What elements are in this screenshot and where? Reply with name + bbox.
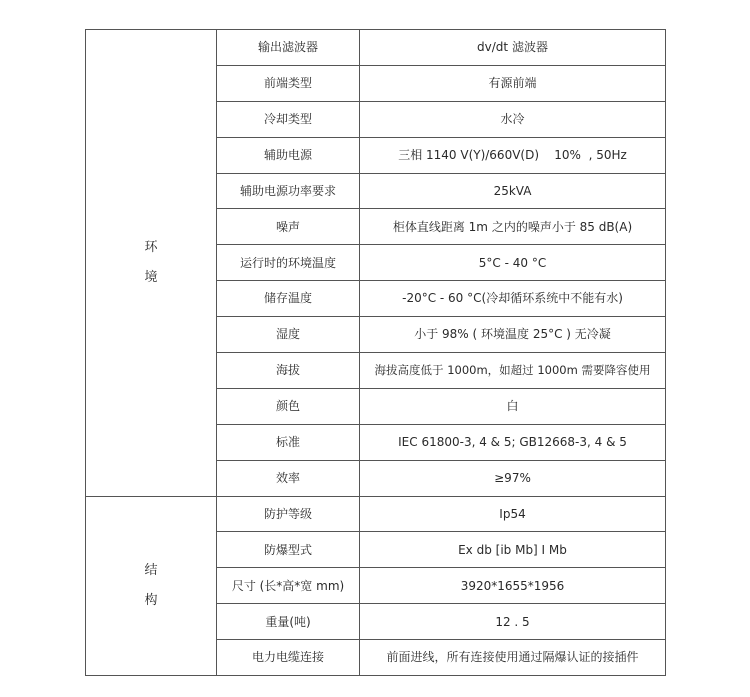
row-label: 储存温度 bbox=[217, 281, 360, 317]
section-label-char: 环 bbox=[144, 239, 158, 255]
section-label-char: 境 bbox=[144, 269, 158, 285]
row-value: 25kVA bbox=[360, 173, 666, 209]
row-value: Ex db [ib Mb] I Mb bbox=[360, 532, 666, 568]
row-value: 有源前端 bbox=[360, 65, 666, 101]
row-label: 冷却类型 bbox=[217, 101, 360, 137]
row-value: 海拔高度低于 1000m，如超过 1000m 需要降容使用 bbox=[360, 353, 666, 389]
row-value: 前面进线，所有连接使用通过隔爆认证的接插件 bbox=[360, 640, 666, 676]
row-label: 标准 bbox=[217, 424, 360, 460]
row-value: dv/dt 滤波器 bbox=[360, 30, 666, 66]
row-label: 尺寸 (长*高*宽 mm) bbox=[217, 568, 360, 604]
row-label: 重量(吨) bbox=[217, 604, 360, 640]
section-label-structure bbox=[86, 496, 217, 675]
row-label: 防爆型式 bbox=[217, 532, 360, 568]
row-label: 效率 bbox=[217, 460, 360, 496]
row-label: 辅助电源功率要求 bbox=[217, 173, 360, 209]
row-label: 辅助电源 bbox=[217, 137, 360, 173]
row-value: 白 bbox=[360, 388, 666, 424]
table-row bbox=[86, 496, 666, 532]
spec-table bbox=[85, 29, 666, 676]
row-label: 颜色 bbox=[217, 388, 360, 424]
row-label: 前端类型 bbox=[217, 65, 360, 101]
row-value: 柜体直线距离 1m 之内的噪声小于 85 dB(A) bbox=[360, 209, 666, 245]
row-value: Ip54 bbox=[360, 496, 666, 532]
row-value: 3920*1655*1956 bbox=[360, 568, 666, 604]
row-value: 水冷 bbox=[360, 101, 666, 137]
row-label: 噪声 bbox=[217, 209, 360, 245]
section-label-char: 构 bbox=[144, 592, 158, 608]
row-label: 电力电缆连接 bbox=[217, 640, 360, 676]
row-label: 输出滤波器 bbox=[217, 30, 360, 66]
row-value: 小于 98% ( 环境温度 25°C ) 无冷凝 bbox=[360, 317, 666, 353]
row-value: IEC 61800-3, 4 & 5; GB12668-3, 4 & 5 bbox=[360, 424, 666, 460]
row-value: 12 . 5 bbox=[360, 604, 666, 640]
row-value: 5°C - 40 °C bbox=[360, 245, 666, 281]
section-label-environment bbox=[86, 30, 217, 497]
row-value: -20°C - 60 °C(冷却循环系统中不能有水) bbox=[360, 281, 666, 317]
row-label: 防护等级 bbox=[217, 496, 360, 532]
row-value: 三相 1140 V(Y)/660V(D) 10% , 50Hz bbox=[360, 137, 666, 173]
row-label: 海拔 bbox=[217, 353, 360, 389]
row-value: ≥97% bbox=[360, 460, 666, 496]
row-label: 湿度 bbox=[217, 317, 360, 353]
table-row bbox=[86, 30, 666, 66]
row-label: 运行时的环境温度 bbox=[217, 245, 360, 281]
section-label-char: 结 bbox=[144, 562, 158, 578]
